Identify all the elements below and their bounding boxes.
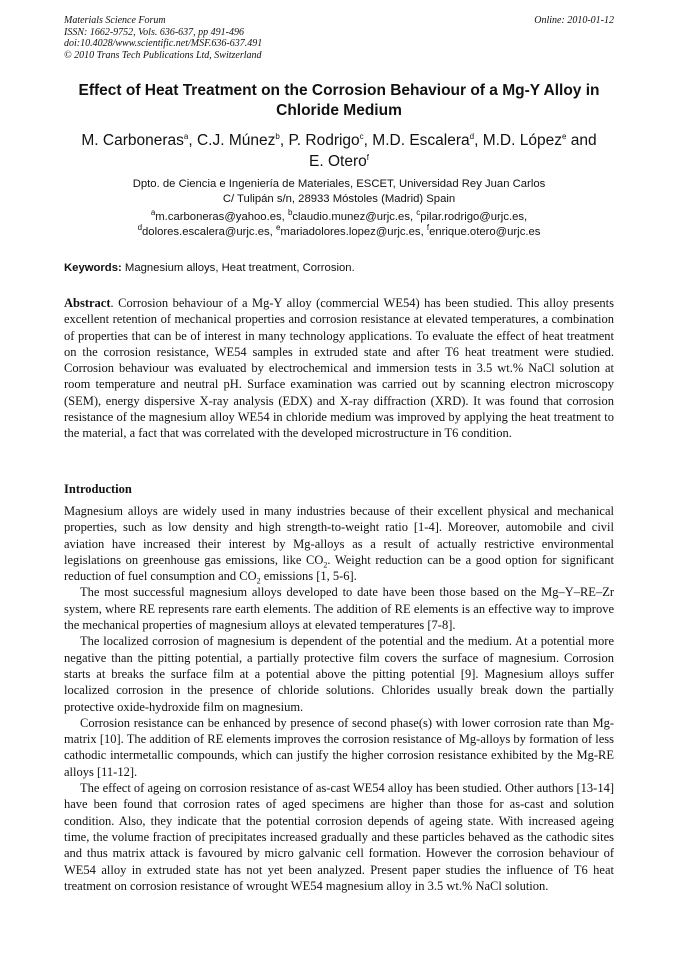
author: P. Rodrigo$^c$, xyxy=(288,131,373,149)
paragraph: Magnesium alloys are widely used in many industries because of their excellent physical and mechanical properties, such as low density and high strength-to-weight ratio [1-4]. Moreover, automobile and civil aviation have increased their interest by Mg-alloys as a result of actually restrictive environmental legislations on greenhouse gas emissions, like $CO_2$. Weight reduction can be a good option for significant reduction of fuel consumption and $CO_2$ emissions [1, 5-6]. xyxy=(64,504,614,586)
keywords-text: Magnesium alloys, Heat treatment, Corrosion. xyxy=(121,262,355,274)
affiliation-line: Dpto. de Ciencia e Ingeniería de Materiales, ESCET, Universidad Rey Juan Carlos xyxy=(132,178,546,190)
email-link[interactable]: mariadolores.lopez@urjc.es xyxy=(280,226,421,238)
section-heading: Introduction xyxy=(64,482,132,496)
introduction-body xyxy=(64,503,614,894)
author-list xyxy=(54,130,624,172)
paper-title: Effect of Heat Treatment on the Corrosion Behaviour of a Mg-Y Alloy in Chloride Medium xyxy=(78,82,600,119)
paragraph: The localized corrosion of magnesium is dependent of the potential and the medium. At a potential more negative than the pitting potential, a partially protective film covers the surface of magnesium. Corrosion starts at breaks the surface film at a potential above the pitting potential [9]. Magnesium alloys suffer localized corrosion in the presence of chloride solutions. Chlorides usually break down the partially protective oxide-hydroxide film on magnesium. xyxy=(64,634,614,714)
author: M. Carboneras$^a$, xyxy=(81,131,197,149)
email-line: $^a$m.carboneras@yahoo.es, $^b$claudio.munez@urjc.es, $^c$pilar.rodrigo@urjc.es, xyxy=(150,208,528,223)
journal-header xyxy=(64,15,262,61)
email-link[interactable]: m.carboneras@yahoo.es xyxy=(155,211,282,223)
email-link[interactable]: enrique.otero@urjc.es xyxy=(429,226,541,238)
email-line: $^d$dolores.escalera@urjc.es, $^e$mariadolores.lopez@urjc.es, $^f$enrique.otero@urjc.es xyxy=(137,223,541,238)
keywords xyxy=(64,261,624,276)
affiliation-line: C/ Tulipán s/n, 28933 Móstoles (Madrid) Spain xyxy=(222,193,456,205)
author: M.D. López$^e$ and xyxy=(482,131,597,149)
abstract xyxy=(64,295,614,442)
author: E. Otero$^f$ xyxy=(309,152,369,170)
email-link[interactable]: claudio.munez@urjc.es xyxy=(292,211,410,223)
email-link[interactable]: pilar.rodrigo@urjc.es xyxy=(420,211,525,223)
doi-line[interactable]: doi:10.4028/www.scientific.net/MSF.636-637.491 xyxy=(64,38,263,49)
author: M.D. Escalera$^d$, xyxy=(372,131,483,149)
copyright-line: © 2010 Trans Tech Publications Ltd, Switzerland xyxy=(64,49,262,61)
abstract-label: Abstract xyxy=(64,296,111,310)
keywords-label: Keywords: xyxy=(64,262,122,274)
paragraph: The effect of ageing on corrosion resistance of as-cast WE54 alloy has been studied. Other authors [13-14] have been found that corrosion rates of aged specimens are higher than those for as-cast and solution condition. Also, they indicate that the potential corrosion depends of ageing state. With increased ageing time, the volume fraction of precipitates increased gradually and these particles behaved as the cathodic sites and thus matrix attack is favoured by micro galvanic cell formation. However the corrosion behaviour of WE54 alloy in extruded state has not yet been analyzed. Present paper studies the influence of T6 heat treatment on corrosion resistance of wrought WE54 magnesium alloy in 3.5 wt.% NaCl solution. xyxy=(64,781,614,893)
journal-name: Materials Science Forum xyxy=(64,15,166,26)
online-date: Online: 2010-01-12 xyxy=(534,15,614,26)
email-list xyxy=(54,210,624,240)
paragraph: Corrosion resistance can be enhanced by presence of second phase(s) with lower corrosion rate than Mg-matrix [10]. The addition of RE elements improves the corrosion resistance of Mg-alloys by formation of less cathodic intermetallic compounds, which can justify the higher corrosion resistance exhibited by the Mg-RE alloys [11-12]. xyxy=(64,715,614,779)
author: C.J. Múnez$^b$, xyxy=(196,131,289,149)
issn-line: ISSN: 1662-9752, Vols. 636-637, pp 491-496 xyxy=(64,26,244,38)
abstract-text: . Corrosion behaviour of a Mg-Y alloy (commercial WE54) has been studied. This alloy presents excellent retention of mechanical properties and corrosion resistance at elevated temperatures, a combination of properties that can be of interest in many technology applications. To evaluate the effect of heat treatment on the corrosion resistance, WE54 samples in extruded state and after T6 heat treatment were studied. Corrosion behaviour was evaluated by electrochemical and immersion tests in 3.5 wt.% NaCl solution at room temperature and neutral pH. Surface examination was carried out by scanning electron microscopy (SEM), energy dispersive X-ray analysis (EDX) and X-ray diffraction (XRD). It was found that corrosion resistance of the magnesium alloy WE54 in chloride medium was improved by applying the heat treatment to the material, a fact that was correlated with the developed microstructure in T6 condition. xyxy=(64,296,614,441)
paragraph: The most successful magnesium alloys developed to date have been those based on the Mg–Y–RE–Zr system, where RE represents rare earth elements. The addition of RE elements is an effective way to improve the mechanical properties of magnesium alloys at elevated temperatures [7-8]. xyxy=(64,585,614,633)
email-link[interactable]: dolores.escalera@urjc.es xyxy=(142,226,270,238)
affiliation xyxy=(54,177,624,207)
